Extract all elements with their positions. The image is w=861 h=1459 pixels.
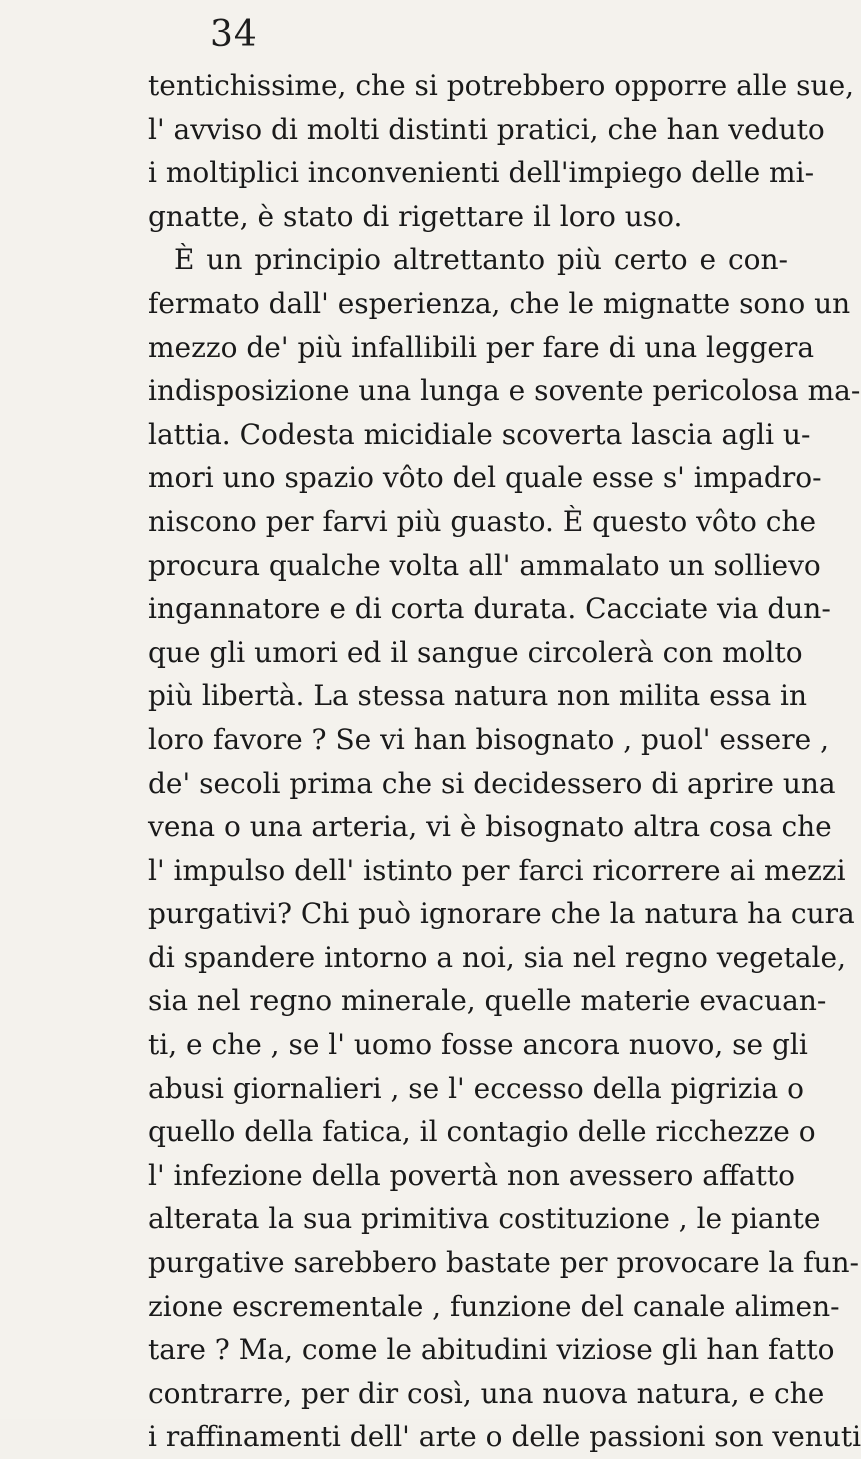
text-line: mezzo de' più infallibili per fare di una leggera bbox=[148, 330, 815, 364]
text-line: tare ? Ma, come le abitudini viziose gli han fatto bbox=[148, 1333, 835, 1367]
text-line: contrarre, per dir così, una nuova natura, e che bbox=[148, 1376, 825, 1410]
text-line: purgative sarebbero bastate per provocare la fun- bbox=[148, 1246, 859, 1280]
text-line: loro favore ? Se vi han bisognato , puol' essere , bbox=[148, 722, 830, 756]
text-line: i moltiplici inconvenienti dell'impiego delle mi- bbox=[148, 156, 815, 190]
text-line: alterata la sua primitiva costituzione , le piante bbox=[148, 1202, 821, 1236]
text-line: fermato dall' esperienza, che le mignatte sono un bbox=[148, 286, 851, 320]
text-line: purgativi? Chi può ignorare che la natura ha cura bbox=[148, 897, 855, 931]
text-line: È un principio altrettanto più certo e con- bbox=[174, 243, 788, 277]
text-line: i raffinamenti dell' arte o delle passioni son venuti bbox=[148, 1420, 861, 1454]
text-line: niscono per farvi più guasto. È questo vôto che bbox=[148, 504, 817, 538]
text-line: zione escrementale , funzione del canale alimen- bbox=[148, 1289, 840, 1323]
page-number: 34 bbox=[210, 14, 258, 55]
text-line: più libertà. La stessa natura non milita essa in bbox=[148, 679, 808, 713]
text-line: vena o una arteria, vi è bisognato altra cosa che bbox=[148, 810, 832, 844]
text-line: de' secoli prima che si decidessero di aprire una bbox=[148, 766, 836, 800]
text-line: quello della fatica, il contagio delle ricchezze o bbox=[148, 1115, 816, 1149]
text-line: sia nel regno minerale, quelle materie evacuan- bbox=[148, 984, 827, 1018]
text-line: procura qualche volta all' ammalato un sollievo bbox=[148, 548, 821, 582]
body-text bbox=[148, 64, 861, 1459]
text-line: mori uno spazio vôto del quale esse s' impadro- bbox=[148, 461, 822, 495]
text-line: l' impulso dell' istinto per farci ricorrere ai mezzi bbox=[148, 853, 846, 887]
text-line: lattia. Codesta micidiale scoverta lascia agli u- bbox=[148, 417, 811, 451]
text-line: abusi giornalieri , se l' eccesso della pigrizia o bbox=[148, 1071, 804, 1105]
text-line: l' avviso di molti distinti pratici, che han veduto bbox=[148, 112, 825, 146]
text-line: di spandere intorno a noi, sia nel regno vegetale, bbox=[148, 940, 846, 974]
text-line: l' infezione della povertà non avessero affatto bbox=[148, 1158, 795, 1192]
text-line: tentichissime, che si potrebbero opporre alle sue, bbox=[148, 69, 855, 102]
text-line: ingannatore e di corta durata. Cacciate via dun- bbox=[148, 592, 831, 626]
text-line: ti, e che , se l' uomo fosse ancora nuovo, se gli bbox=[148, 1028, 808, 1062]
text-line: indisposizione una lunga e sovente pericolosa ma- bbox=[148, 374, 861, 408]
text-line: que gli umori ed il sangue circolerà con molto bbox=[148, 635, 803, 669]
text-line: gnatte, è stato di rigettare il loro uso. bbox=[148, 199, 683, 233]
